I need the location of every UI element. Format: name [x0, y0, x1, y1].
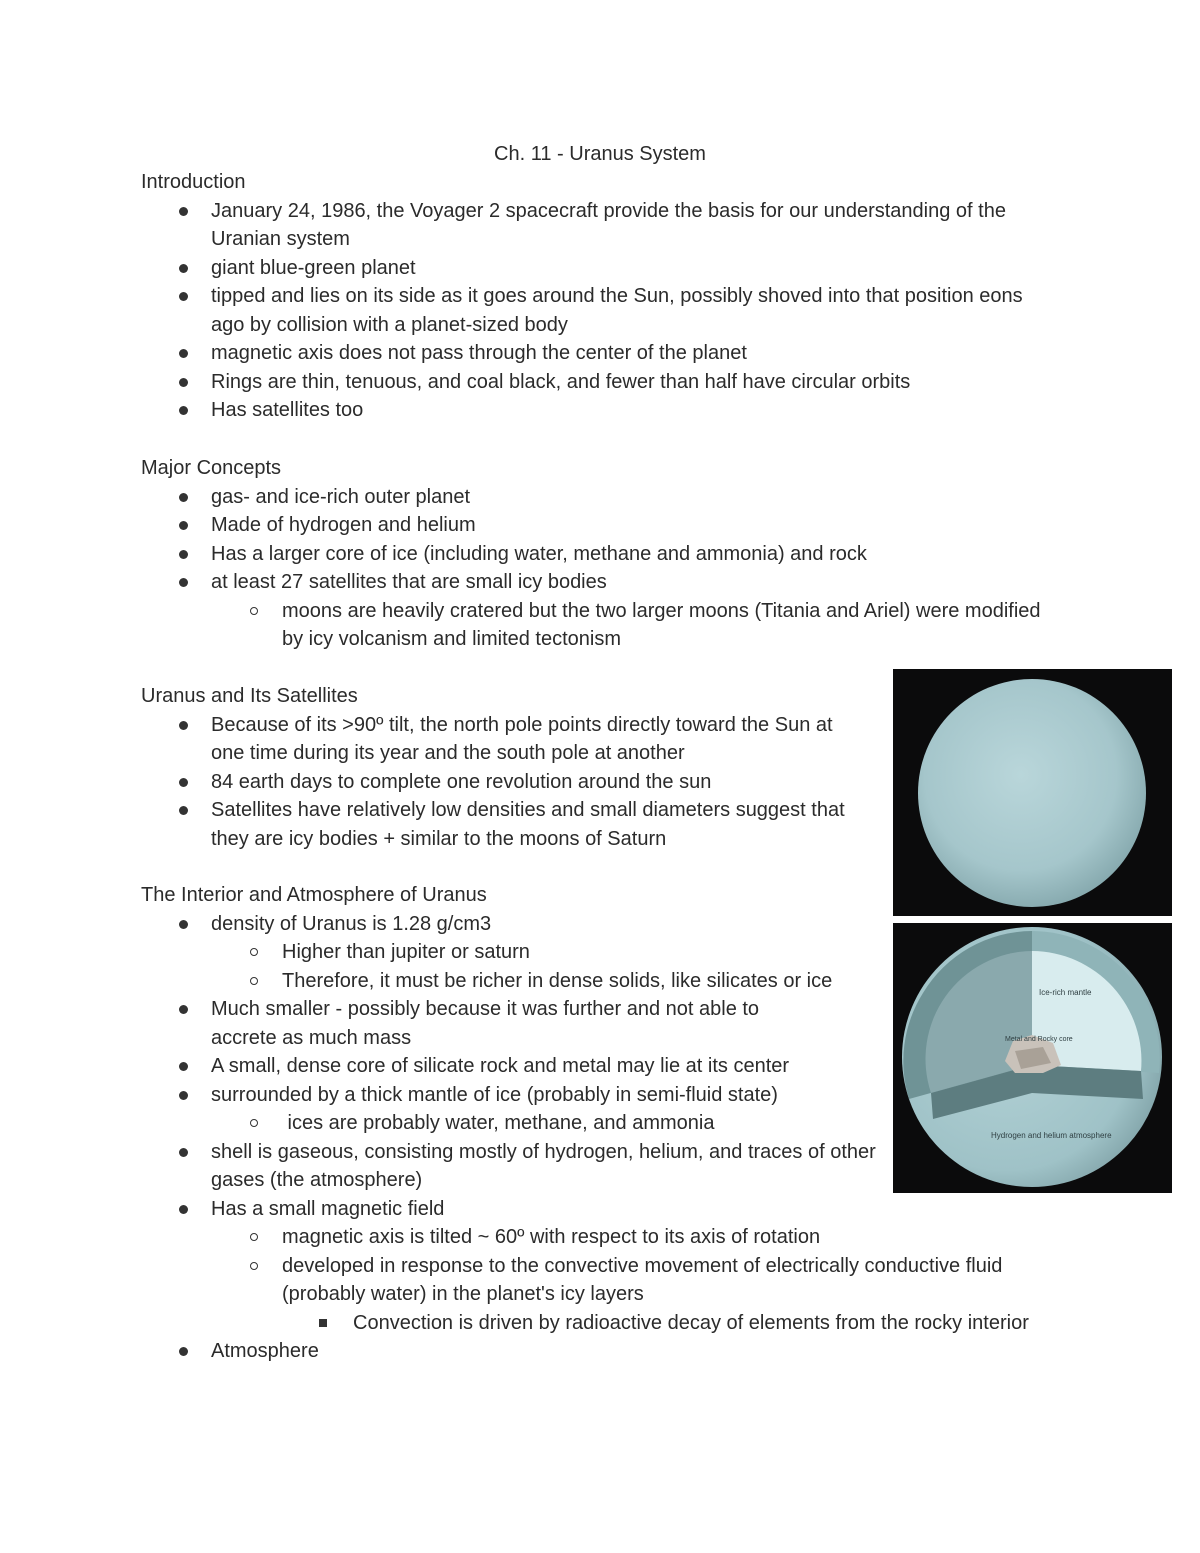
section-introduction	[141, 168, 1061, 425]
list-item: ices are probably water, methane, and ammonia	[282, 1109, 1071, 1138]
list-item: magnetic axis is tilted ~ 60º with respect to its axis of rotation	[282, 1223, 1132, 1252]
list-item: Has a small magnetic field	[211, 1195, 1071, 1224]
list-item: Has satellites too	[211, 396, 1061, 425]
list-item: developed in response to the convective movement of electrically conductive fluid (probably water) in the planet's icy layers	[282, 1252, 1062, 1309]
list-item: Atmosphere	[211, 1337, 1071, 1366]
list-item: at least 27 satellites that are small icy bodies	[211, 568, 1061, 597]
uranus-interior-diagram	[893, 923, 1172, 1193]
list-item: surrounded by a thick mantle of ice (probably in semi-fluid state)	[211, 1081, 1071, 1110]
uranus-planet-illustration	[893, 669, 1172, 916]
page-title: Ch. 11 - Uranus System	[494, 143, 706, 165]
section-heading: The Interior and Atmosphere of Uranus	[141, 884, 487, 906]
list-item: Rings are thin, tenuous, and coal black, and fewer than half have circular orbits	[211, 368, 1061, 397]
section-heading: Major Concepts	[141, 457, 282, 479]
list-item: density of Uranus is 1.28 g/cm3	[211, 910, 1071, 939]
section-uranus-satellites	[141, 682, 871, 853]
uranus-photo	[893, 669, 1172, 916]
list-item: Much smaller - possibly because it was further and not able to accrete as much mass	[211, 995, 801, 1052]
list-item: 84 earth days to complete one revolution around the sun	[211, 768, 871, 797]
section-heading: Introduction	[141, 171, 246, 193]
bullet-list	[141, 483, 1061, 654]
section-heading: Uranus and Its Satellites	[141, 685, 358, 707]
list-item: giant blue-green planet	[211, 254, 1061, 283]
section-major-concepts	[141, 454, 1061, 654]
list-item: gas- and ice-rich outer planet	[211, 483, 1061, 512]
list-item: A small, dense core of silicate rock and metal may lie at its center	[211, 1052, 1071, 1081]
label-core: Metal and Rocky core	[1005, 1036, 1073, 1043]
list-item: tipped and lies on its side as it goes around the Sun, possibly shoved into that position eons ago by collision with a planet-sized body	[211, 282, 1061, 339]
bullet-list	[141, 197, 1061, 425]
list-item: Satellites have relatively low densities and small diameters suggest that they are icy bodies + similar to the moons of Saturn	[211, 796, 871, 853]
label-mantle: Ice-rich mantle	[1039, 988, 1092, 997]
list-item: Has a larger core of ice (including water, methane and ammonia) and rock	[211, 540, 1061, 569]
label-atmosphere: Hydrogen and helium atmosphere	[991, 1131, 1112, 1140]
list-item: January 24, 1986, the Voyager 2 spacecraft provide the basis for our understanding of the Uranian system	[211, 197, 1061, 254]
list-item: magnetic axis does not pass through the center of the planet	[211, 339, 1061, 368]
list-item: Higher than jupiter or saturn	[282, 938, 1071, 967]
bullet-list	[141, 711, 871, 854]
list-item: moons are heavily cratered but the two larger moons (Titania and Ariel) were modified by icy volcanism and limited tectonism	[282, 597, 1061, 654]
list-item: Because of its >90º tilt, the north pole points directly toward the Sun at one time during its year and the south pole at another	[211, 711, 871, 768]
list-item: Convection is driven by radioactive decay of elements from the rocky interior	[353, 1309, 1033, 1338]
list-item: Therefore, it must be richer in dense solids, like silicates or ice	[282, 967, 1071, 996]
uranus-cutaway-illustration	[893, 923, 1172, 1193]
list-item: shell is gaseous, consisting mostly of hydrogen, helium, and traces of other gases (the atmosphere)	[211, 1138, 876, 1195]
list-item: Made of hydrogen and helium	[211, 511, 1061, 540]
